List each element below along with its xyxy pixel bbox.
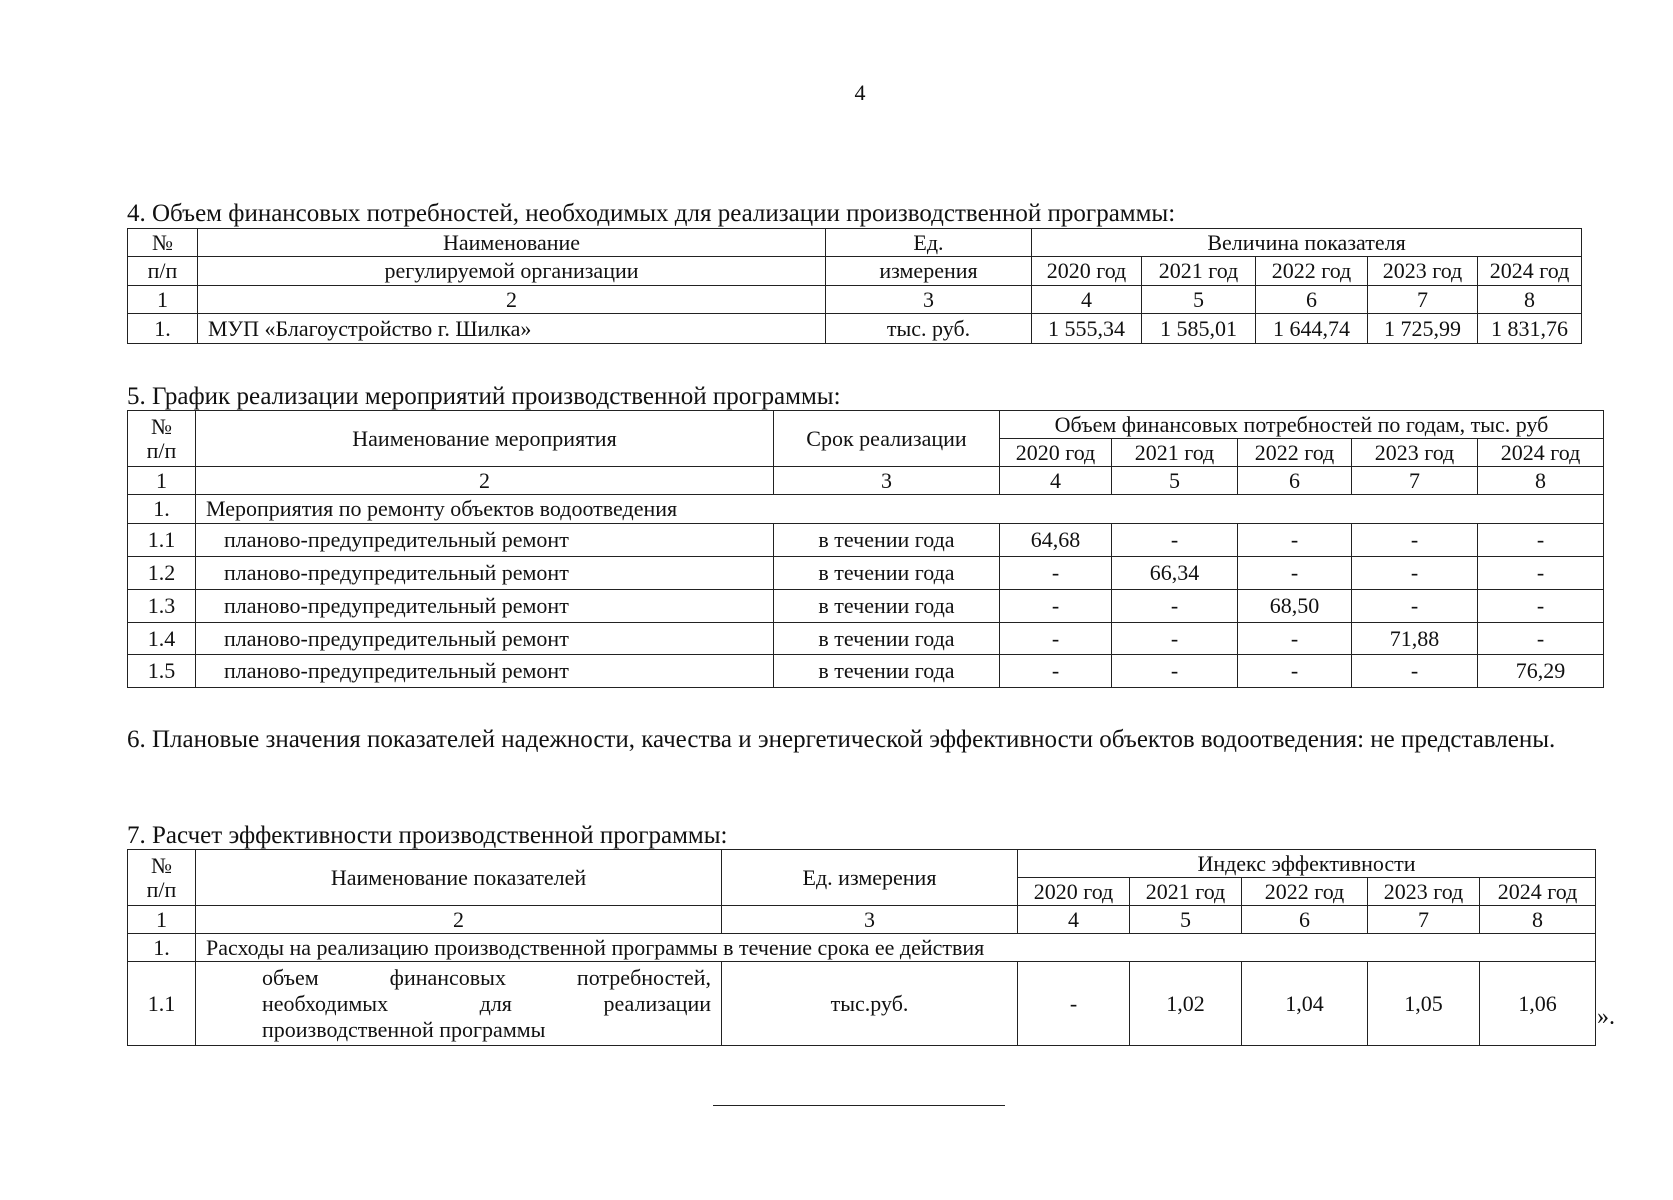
value-cell: 66,34 bbox=[1112, 557, 1238, 590]
value-cell: 1,06 bbox=[1480, 962, 1596, 1046]
s4-year-header: 2021 год bbox=[1142, 257, 1256, 286]
s4-year-header: 2022 год bbox=[1256, 257, 1368, 286]
section5-table bbox=[127, 410, 1604, 688]
column-number: 5 bbox=[1112, 467, 1238, 495]
section7-table bbox=[127, 849, 1596, 1046]
group-label: Мероприятия по ремонту объектов водоотведения bbox=[196, 495, 1604, 524]
column-number: 1 bbox=[128, 467, 196, 495]
value-cell: - bbox=[1352, 590, 1478, 623]
value-cell: 1 644,74 bbox=[1256, 314, 1368, 344]
column-number: 6 bbox=[1256, 286, 1368, 314]
s5-year-header: 2024 год bbox=[1478, 439, 1604, 467]
indicator-name: объем финансовых потребностей, необходимых для реализации производственной программы bbox=[196, 962, 722, 1046]
section5-title: 5. График реализации мероприятий производственной программы: bbox=[127, 383, 841, 410]
row-number: 1.3 bbox=[128, 590, 196, 623]
s4-year-header: 2020 год bbox=[1032, 257, 1142, 286]
group-label: Расходы на реализацию производственной программы в течение срока ее действия bbox=[196, 934, 1596, 962]
s5-num-header-2: п/п bbox=[146, 437, 177, 463]
column-number: 8 bbox=[1478, 286, 1582, 314]
value-cell: - bbox=[1000, 590, 1112, 623]
row-number: 1.2 bbox=[128, 557, 196, 590]
group-row bbox=[128, 934, 1596, 962]
value-cell: 1 831,76 bbox=[1478, 314, 1582, 344]
row-number: 1.4 bbox=[128, 623, 196, 655]
table-row bbox=[128, 962, 1596, 1046]
value-cell: - bbox=[1000, 623, 1112, 655]
value-cell: 64,68 bbox=[1000, 524, 1112, 557]
group-row bbox=[128, 495, 1604, 524]
activity-name: планово-предупредительный ремонт bbox=[196, 590, 774, 623]
row-number: 1. bbox=[128, 495, 196, 524]
value-cell: - bbox=[1112, 590, 1238, 623]
value-cell: - bbox=[1000, 655, 1112, 688]
value-cell: 1 555,34 bbox=[1032, 314, 1142, 344]
s4-name-header-2: регулируемой организации bbox=[198, 257, 826, 286]
term-cell: в течении года bbox=[774, 655, 1000, 688]
table-row bbox=[128, 314, 1582, 344]
column-number: 3 bbox=[722, 906, 1018, 934]
value-cell: 76,29 bbox=[1478, 655, 1604, 688]
row-number: 1. bbox=[128, 934, 196, 962]
value-cell: 1,02 bbox=[1130, 962, 1242, 1046]
value-cell: - bbox=[1112, 655, 1238, 688]
divider-line bbox=[713, 1105, 1005, 1106]
value-cell: - bbox=[1352, 557, 1478, 590]
s5-name-header: Наименование мероприятия bbox=[196, 411, 774, 467]
column-number: 3 bbox=[826, 286, 1032, 314]
s7-year-header: 2023 год bbox=[1368, 878, 1480, 906]
column-number: 5 bbox=[1130, 906, 1242, 934]
s4-unit-header-1: Ед. bbox=[826, 229, 1032, 257]
s5-term-header: Срок реализации bbox=[774, 411, 1000, 467]
s7-year-header: 2021 год bbox=[1130, 878, 1242, 906]
value-cell: 1,05 bbox=[1368, 962, 1480, 1046]
row-number: 1.5 bbox=[128, 655, 196, 688]
s7-year-header: 2020 год bbox=[1018, 878, 1130, 906]
column-number: 2 bbox=[196, 467, 774, 495]
column-number: 4 bbox=[1032, 286, 1142, 314]
s7-num-header bbox=[128, 850, 196, 906]
column-number: 2 bbox=[196, 906, 722, 934]
value-cell: - bbox=[1478, 590, 1604, 623]
column-number: 7 bbox=[1368, 286, 1478, 314]
term-cell: в течении года bbox=[774, 524, 1000, 557]
value-cell: 1,04 bbox=[1242, 962, 1368, 1046]
unit-cell: тыс.руб. bbox=[722, 962, 1018, 1046]
page-number: 4 bbox=[854, 80, 866, 105]
column-number: 6 bbox=[1238, 467, 1352, 495]
value-cell: - bbox=[1478, 557, 1604, 590]
s5-year-header: 2022 год bbox=[1238, 439, 1352, 467]
s4-group-header: Величина показателя bbox=[1032, 229, 1582, 257]
value-cell: 71,88 bbox=[1352, 623, 1478, 655]
s4-num-header-2: п/п bbox=[128, 257, 198, 286]
value-cell: - bbox=[1112, 524, 1238, 557]
value-cell: - bbox=[1478, 524, 1604, 557]
s4-column-number-row bbox=[128, 286, 1582, 314]
s7-column-number-row bbox=[128, 906, 1596, 934]
s5-num-header bbox=[128, 411, 196, 467]
value-cell: - bbox=[1238, 524, 1352, 557]
activity-name: планово-предупредительный ремонт bbox=[196, 655, 774, 688]
column-number: 4 bbox=[1018, 906, 1130, 934]
s7-year-header: 2024 год bbox=[1480, 878, 1596, 906]
activity-name: планово-предупредительный ремонт bbox=[196, 557, 774, 590]
table-row bbox=[128, 655, 1604, 688]
s5-group-header: Объем финансовых потребностей по годам, тыс. руб bbox=[1000, 411, 1604, 439]
column-number: 5 bbox=[1142, 286, 1256, 314]
section4-table bbox=[127, 228, 1582, 344]
value-cell: - bbox=[1352, 524, 1478, 557]
column-number: 3 bbox=[774, 467, 1000, 495]
value-cell: - bbox=[1000, 557, 1112, 590]
closing-quote-mark: ». bbox=[1597, 1004, 1615, 1030]
s7-name-header: Наименование показателей bbox=[196, 850, 722, 906]
column-number: 1 bbox=[128, 286, 198, 314]
term-cell: в течении года bbox=[774, 623, 1000, 655]
table-row bbox=[128, 590, 1604, 623]
s4-year-header: 2024 год bbox=[1478, 257, 1582, 286]
value-cell: 1 725,99 bbox=[1368, 314, 1478, 344]
column-number: 2 bbox=[198, 286, 826, 314]
section7-title: 7. Расчет эффективности производственной программы: bbox=[127, 822, 728, 849]
column-number: 6 bbox=[1242, 906, 1368, 934]
row-number: 1.1 bbox=[128, 962, 196, 1046]
column-number: 7 bbox=[1352, 467, 1478, 495]
s4-year-header: 2023 год bbox=[1368, 257, 1478, 286]
value-cell: 68,50 bbox=[1238, 590, 1352, 623]
term-cell: в течении года bbox=[774, 590, 1000, 623]
activity-name: планово-предупредительный ремонт bbox=[196, 524, 774, 557]
row-number: 1.1 bbox=[128, 524, 196, 557]
table-row bbox=[128, 557, 1604, 590]
value-cell: - bbox=[1112, 623, 1238, 655]
s5-column-number-row bbox=[128, 467, 1604, 495]
s4-unit-header-2: измерения bbox=[826, 257, 1032, 286]
s7-unit-header: Ед. измерения bbox=[722, 850, 1018, 906]
s4-name-header-1: Наименование bbox=[198, 229, 826, 257]
s7-group-header: Индекс эффективности bbox=[1018, 850, 1596, 878]
table-row bbox=[128, 524, 1604, 557]
section4-title: 4. Объем финансовых потребностей, необходимых для реализации производственной программы: bbox=[127, 200, 1176, 227]
value-cell: - bbox=[1478, 623, 1604, 655]
organization-name: МУП «Благоустройство г. Шилка» bbox=[198, 314, 826, 344]
value-cell: - bbox=[1352, 655, 1478, 688]
value-cell: - bbox=[1238, 623, 1352, 655]
column-number: 8 bbox=[1480, 906, 1596, 934]
section6-text: 6. Плановые значения показателей надежности, качества и энергетической эффективности объектов водоотведения: не представлены. bbox=[127, 726, 1556, 753]
term-cell: в течении года bbox=[774, 557, 1000, 590]
column-number: 7 bbox=[1368, 906, 1480, 934]
value-cell: - bbox=[1238, 655, 1352, 688]
s7-year-header: 2022 год bbox=[1242, 878, 1368, 906]
s5-year-header: 2021 год bbox=[1112, 439, 1238, 467]
activity-name: планово-предупредительный ремонт bbox=[196, 623, 774, 655]
value-cell: - bbox=[1238, 557, 1352, 590]
s5-year-header: 2023 год bbox=[1352, 439, 1478, 467]
s5-num-header-1: № bbox=[151, 413, 172, 439]
s7-num-header-2: п/п bbox=[146, 876, 177, 902]
s7-num-header-1: № bbox=[151, 852, 172, 878]
column-number: 4 bbox=[1000, 467, 1112, 495]
s5-year-header: 2020 год bbox=[1000, 439, 1112, 467]
value-cell: 1 585,01 bbox=[1142, 314, 1256, 344]
table-row bbox=[128, 623, 1604, 655]
column-number: 1 bbox=[128, 906, 196, 934]
value-cell: - bbox=[1018, 962, 1130, 1046]
s4-num-header-1: № bbox=[128, 229, 198, 257]
unit-cell: тыс. руб. bbox=[826, 314, 1032, 344]
column-number: 8 bbox=[1478, 467, 1604, 495]
row-number: 1. bbox=[128, 314, 198, 344]
